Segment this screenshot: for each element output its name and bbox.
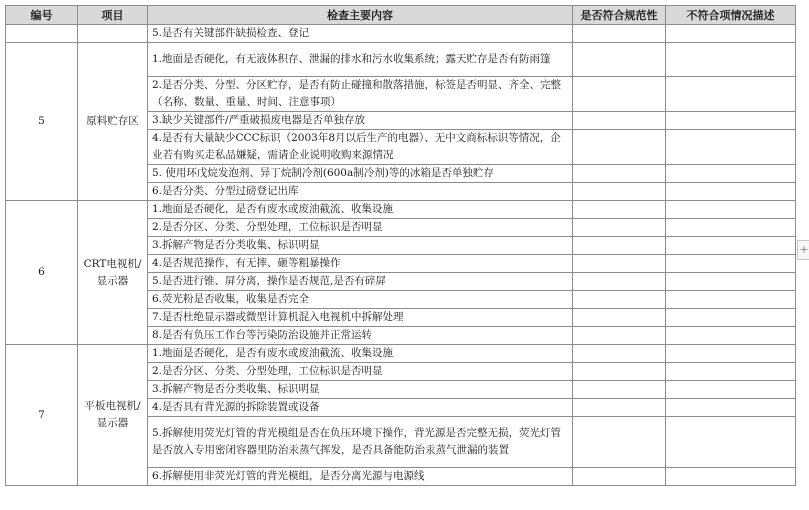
header-item: 项目 [78, 6, 148, 25]
content-cell: 2.是否分类、分型、分区贮存，是否有防止碰撞和散落措施，标签是否明显、齐全、完整（名称、数量、重量、时间、注意事项） [148, 77, 573, 112]
compliant-cell[interactable] [573, 327, 666, 345]
content-cell: 5.拆解使用荧光灯管的背光模组是否在负压环境下操作，背光源是否完整无损，荧光灯管是否放入专用密闭容器里防治汞蒸气挥发，是否具备能防治汞蒸气泄漏的装置 [148, 417, 573, 468]
content-cell: 3.拆解产物是否分类收集、标识明显 [148, 381, 573, 399]
inspection-table [5, 5, 796, 486]
noncompliance-cell[interactable] [666, 43, 796, 77]
group-area-cell: 平板电视机/显示器 [78, 345, 148, 486]
number-cell [6, 25, 78, 43]
noncompliance-cell[interactable] [666, 237, 796, 255]
item-cell [78, 25, 148, 43]
noncompliance-cell[interactable] [666, 468, 796, 486]
compliant-cell[interactable] [573, 130, 666, 165]
noncompliance-cell[interactable] [666, 381, 796, 399]
content-cell: 4.是否规范操作，有无摔、砸等粗暴操作 [148, 255, 573, 273]
content-cell: 4.是否具有背光源的拆除装置或设备 [148, 399, 573, 417]
compliant-cell[interactable] [573, 183, 666, 201]
compliant-cell[interactable] [573, 363, 666, 381]
content-cell: 2.是否分区、分类、分型处理，工位标识是否明显 [148, 219, 573, 237]
compliant-cell[interactable] [573, 309, 666, 327]
noncompliance-cell[interactable] [666, 417, 796, 468]
content-cell: 5.是否有关键部件缺损检查、登记 [148, 25, 573, 43]
noncompliance-cell[interactable] [666, 112, 796, 130]
content-cell: 2.是否分区、分类、分型处理，工位标识是否明显 [148, 363, 573, 381]
noncompliance-cell[interactable] [666, 165, 796, 183]
content-cell: 6.是否分类、分型过磅登记出库 [148, 183, 573, 201]
compliant-cell[interactable] [573, 219, 666, 237]
noncompliance-cell[interactable] [666, 25, 796, 43]
noncompliance-cell[interactable] [666, 219, 796, 237]
header-content: 检查主要内容 [148, 6, 573, 25]
content-cell: 6.荧光粉是否收集，收集是否完全 [148, 291, 573, 309]
content-cell: 5. 使用环戊烷发泡剂、异丁烷制冷剂(600a制冷剂)等的冰箱是否单独贮存 [148, 165, 573, 183]
noncompliance-cell[interactable] [666, 399, 796, 417]
table-body [6, 25, 796, 486]
group-number-cell: 6 [6, 201, 78, 345]
noncompliance-cell[interactable] [666, 327, 796, 345]
inspection-document [5, 5, 795, 486]
noncompliance-cell[interactable] [666, 255, 796, 273]
compliant-cell[interactable] [573, 237, 666, 255]
noncompliance-cell[interactable] [666, 345, 796, 363]
compliant-cell[interactable] [573, 273, 666, 291]
compliant-cell[interactable] [573, 201, 666, 219]
compliant-cell[interactable] [573, 291, 666, 309]
noncompliance-cell[interactable] [666, 309, 796, 327]
header-row [6, 6, 796, 25]
expand-button[interactable]: + [797, 240, 809, 260]
noncompliance-cell[interactable] [666, 273, 796, 291]
group-area-cell: CRT电视机/显示器 [78, 201, 148, 345]
content-cell: 3.缺少关键部件/严重破损废电器是否单独存放 [148, 112, 573, 130]
noncompliance-cell[interactable] [666, 77, 796, 112]
compliant-cell[interactable] [573, 381, 666, 399]
noncompliance-cell[interactable] [666, 291, 796, 309]
table-row [6, 201, 796, 219]
noncompliance-cell[interactable] [666, 130, 796, 165]
group-number-cell: 7 [6, 345, 78, 486]
table-row [6, 345, 796, 363]
content-cell: 1.地面是否硬化，有无液体积存、泄漏的排水和污水收集系统；露天贮存是否有防雨篷 [148, 43, 573, 77]
header-number: 编号 [6, 6, 78, 25]
compliant-cell[interactable] [573, 417, 666, 468]
compliant-cell[interactable] [573, 165, 666, 183]
compliant-cell[interactable] [573, 255, 666, 273]
noncompliance-cell[interactable] [666, 363, 796, 381]
header-compliant: 是否符合规范性 [573, 6, 666, 25]
content-cell: 8.是否有负压工作台等污染防治设施并正常运转 [148, 327, 573, 345]
compliant-cell[interactable] [573, 77, 666, 112]
compliant-cell[interactable] [573, 399, 666, 417]
header-noncompliance: 不符合项情况描述 [666, 6, 796, 25]
table-row [6, 43, 796, 77]
table-row [6, 25, 796, 43]
group-area-cell: 原料贮存区 [78, 43, 148, 201]
compliant-cell[interactable] [573, 43, 666, 77]
content-cell: 7.是否杜绝显示器或微型计算机混入电视机中拆解处理 [148, 309, 573, 327]
content-cell: 3.拆解产物是否分类收集、标识明显 [148, 237, 573, 255]
content-cell: 1.地面是否硬化，是否有废水或废油截流、收集设施 [148, 345, 573, 363]
content-cell: 1.地面是否硬化，是否有废水或废油截流、收集设施 [148, 201, 573, 219]
compliant-cell[interactable] [573, 468, 666, 486]
content-cell: 4.是否有大量缺少CCC标识（2003年8月以后生产的电器）、无中文商标标识等情况，企业若有购买走私品嫌疑，需请企业说明收购来源情况 [148, 130, 573, 165]
noncompliance-cell[interactable] [666, 183, 796, 201]
compliant-cell[interactable] [573, 112, 666, 130]
content-cell: 5.是否进行锥、屏分离，操作是否规范,是否有碎屏 [148, 273, 573, 291]
group-number-cell: 5 [6, 43, 78, 201]
compliant-cell[interactable] [573, 25, 666, 43]
noncompliance-cell[interactable] [666, 201, 796, 219]
compliant-cell[interactable] [573, 345, 666, 363]
content-cell: 6.拆解使用非荧光灯管的背光模组，是否分离光源与电源线 [148, 468, 573, 486]
